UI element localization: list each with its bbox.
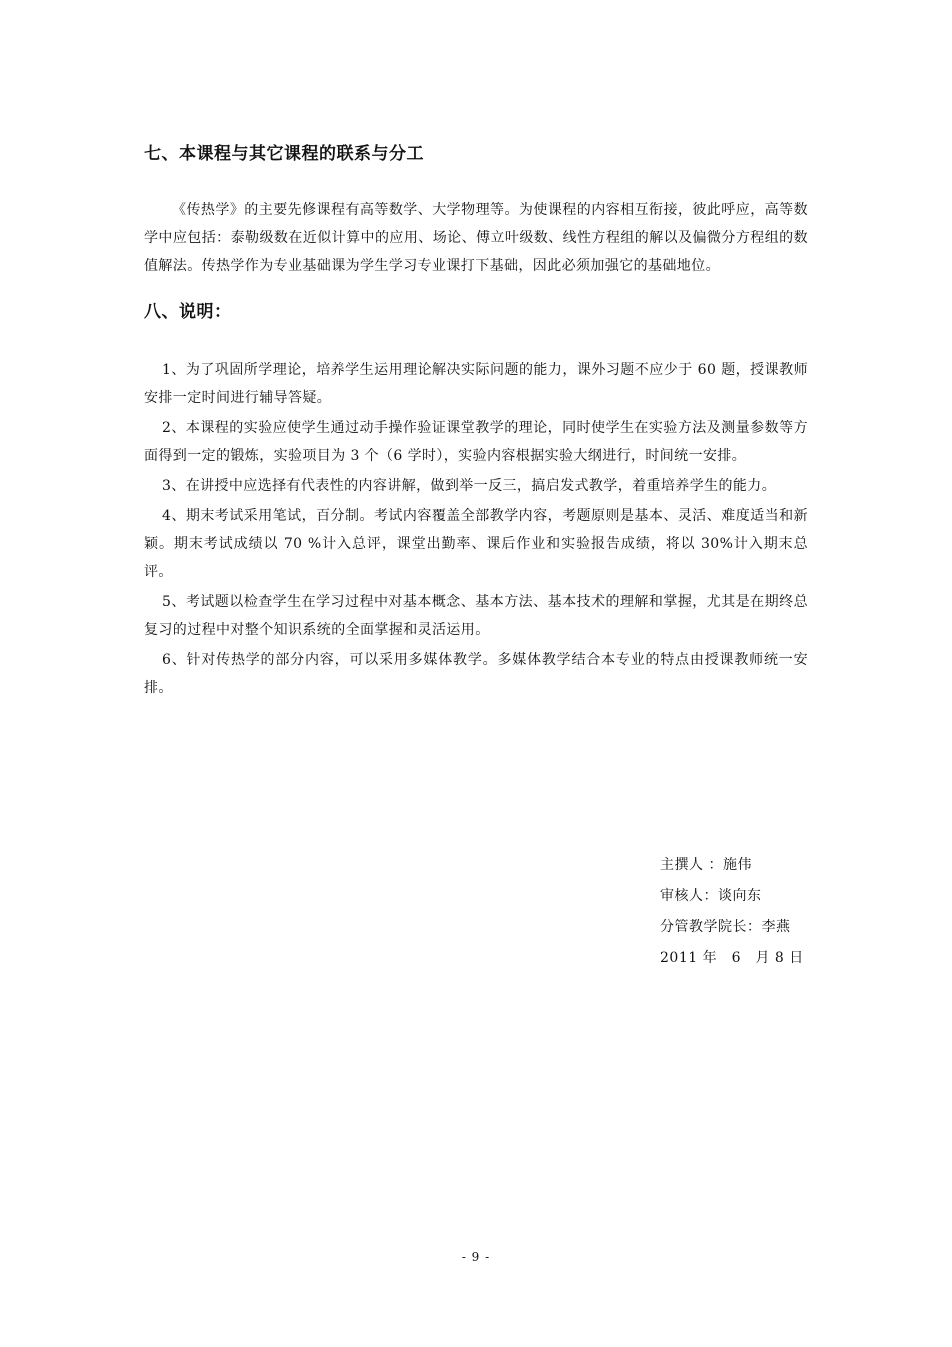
note-item (144, 502, 808, 586)
section-7-heading: 七、本课程与其它课程的联系与分工 (144, 144, 424, 164)
note-item (144, 588, 808, 644)
note-item-5-text: 5、考试题以检查学生在学习过程中对基本概念、基本方法、基本技术的理解和掌握，尤其是在期终总复习的过程中对整个知识系统的全面掌握和灵活运用。 (144, 594, 808, 638)
section-7-paragraph: 《传热学》的主要先修课程有高等数学、大学物理等。为使课程的内容相互衔接，彼此呼应，高等数学中应包括：泰勒级数在近似计算中的应用、场论、傅立叶级数、线性方程组的解以及偏微分方程组的数值解法。传热学作为专业基础课为学生学习专业课打下基础，因此必须加强它的基础地位。 (144, 202, 808, 274)
author-line: 主撰人 ：施伟 (660, 857, 752, 873)
reviewer-line: 审核人：谈向东 (660, 888, 762, 904)
page-number: - 9 - (461, 1250, 491, 1264)
date-line: 2011 年 6 月 8 日 (660, 950, 804, 966)
note-item-3-text: 3、在讲授中应选择有代表性的内容讲解，做到举一反三，搞启发式教学，着重培养学生的能力。 (162, 478, 777, 494)
note-item-4-text: 4、期末考试采用笔试，百分制。考试内容覆盖全部教学内容，考题原则是基本、灵活、难度适当和新颖。期末考试成绩以 70 %计入总评，课堂出勤率、课后作业和实验报告成绩，将以 30%计入期末总评。 (144, 508, 808, 580)
note-item-1-text: 1、为了巩固所学理论，培养学生运用理论解决实际问题的能力，课外习题不应少于 60 题，授课教师安排一定时间进行辅导答疑。 (144, 362, 808, 406)
notes-list (144, 356, 808, 702)
note-item (144, 356, 808, 412)
note-item-6-text: 6、针对传热学的部分内容，可以采用多媒体教学。多媒体教学结合本专业的特点由授课教师统一安排。 (144, 652, 808, 696)
note-item (144, 646, 808, 702)
note-item-2-text: 2、本课程的实验应使学生通过动手操作验证课堂教学的理论，同时使学生在实验方法及测量参数等方面得到一定的锻炼，实验项目为 3 个（6 学时），实验内容根据实验大纲进行，时间统一安排。 (144, 420, 808, 464)
dean-line: 分管教学院长：李燕 (660, 919, 791, 935)
section-8-heading: 八、说明： (144, 302, 232, 322)
page-content (144, 140, 808, 704)
note-item (144, 414, 808, 470)
note-item (144, 472, 808, 500)
signature-block (660, 850, 820, 974)
